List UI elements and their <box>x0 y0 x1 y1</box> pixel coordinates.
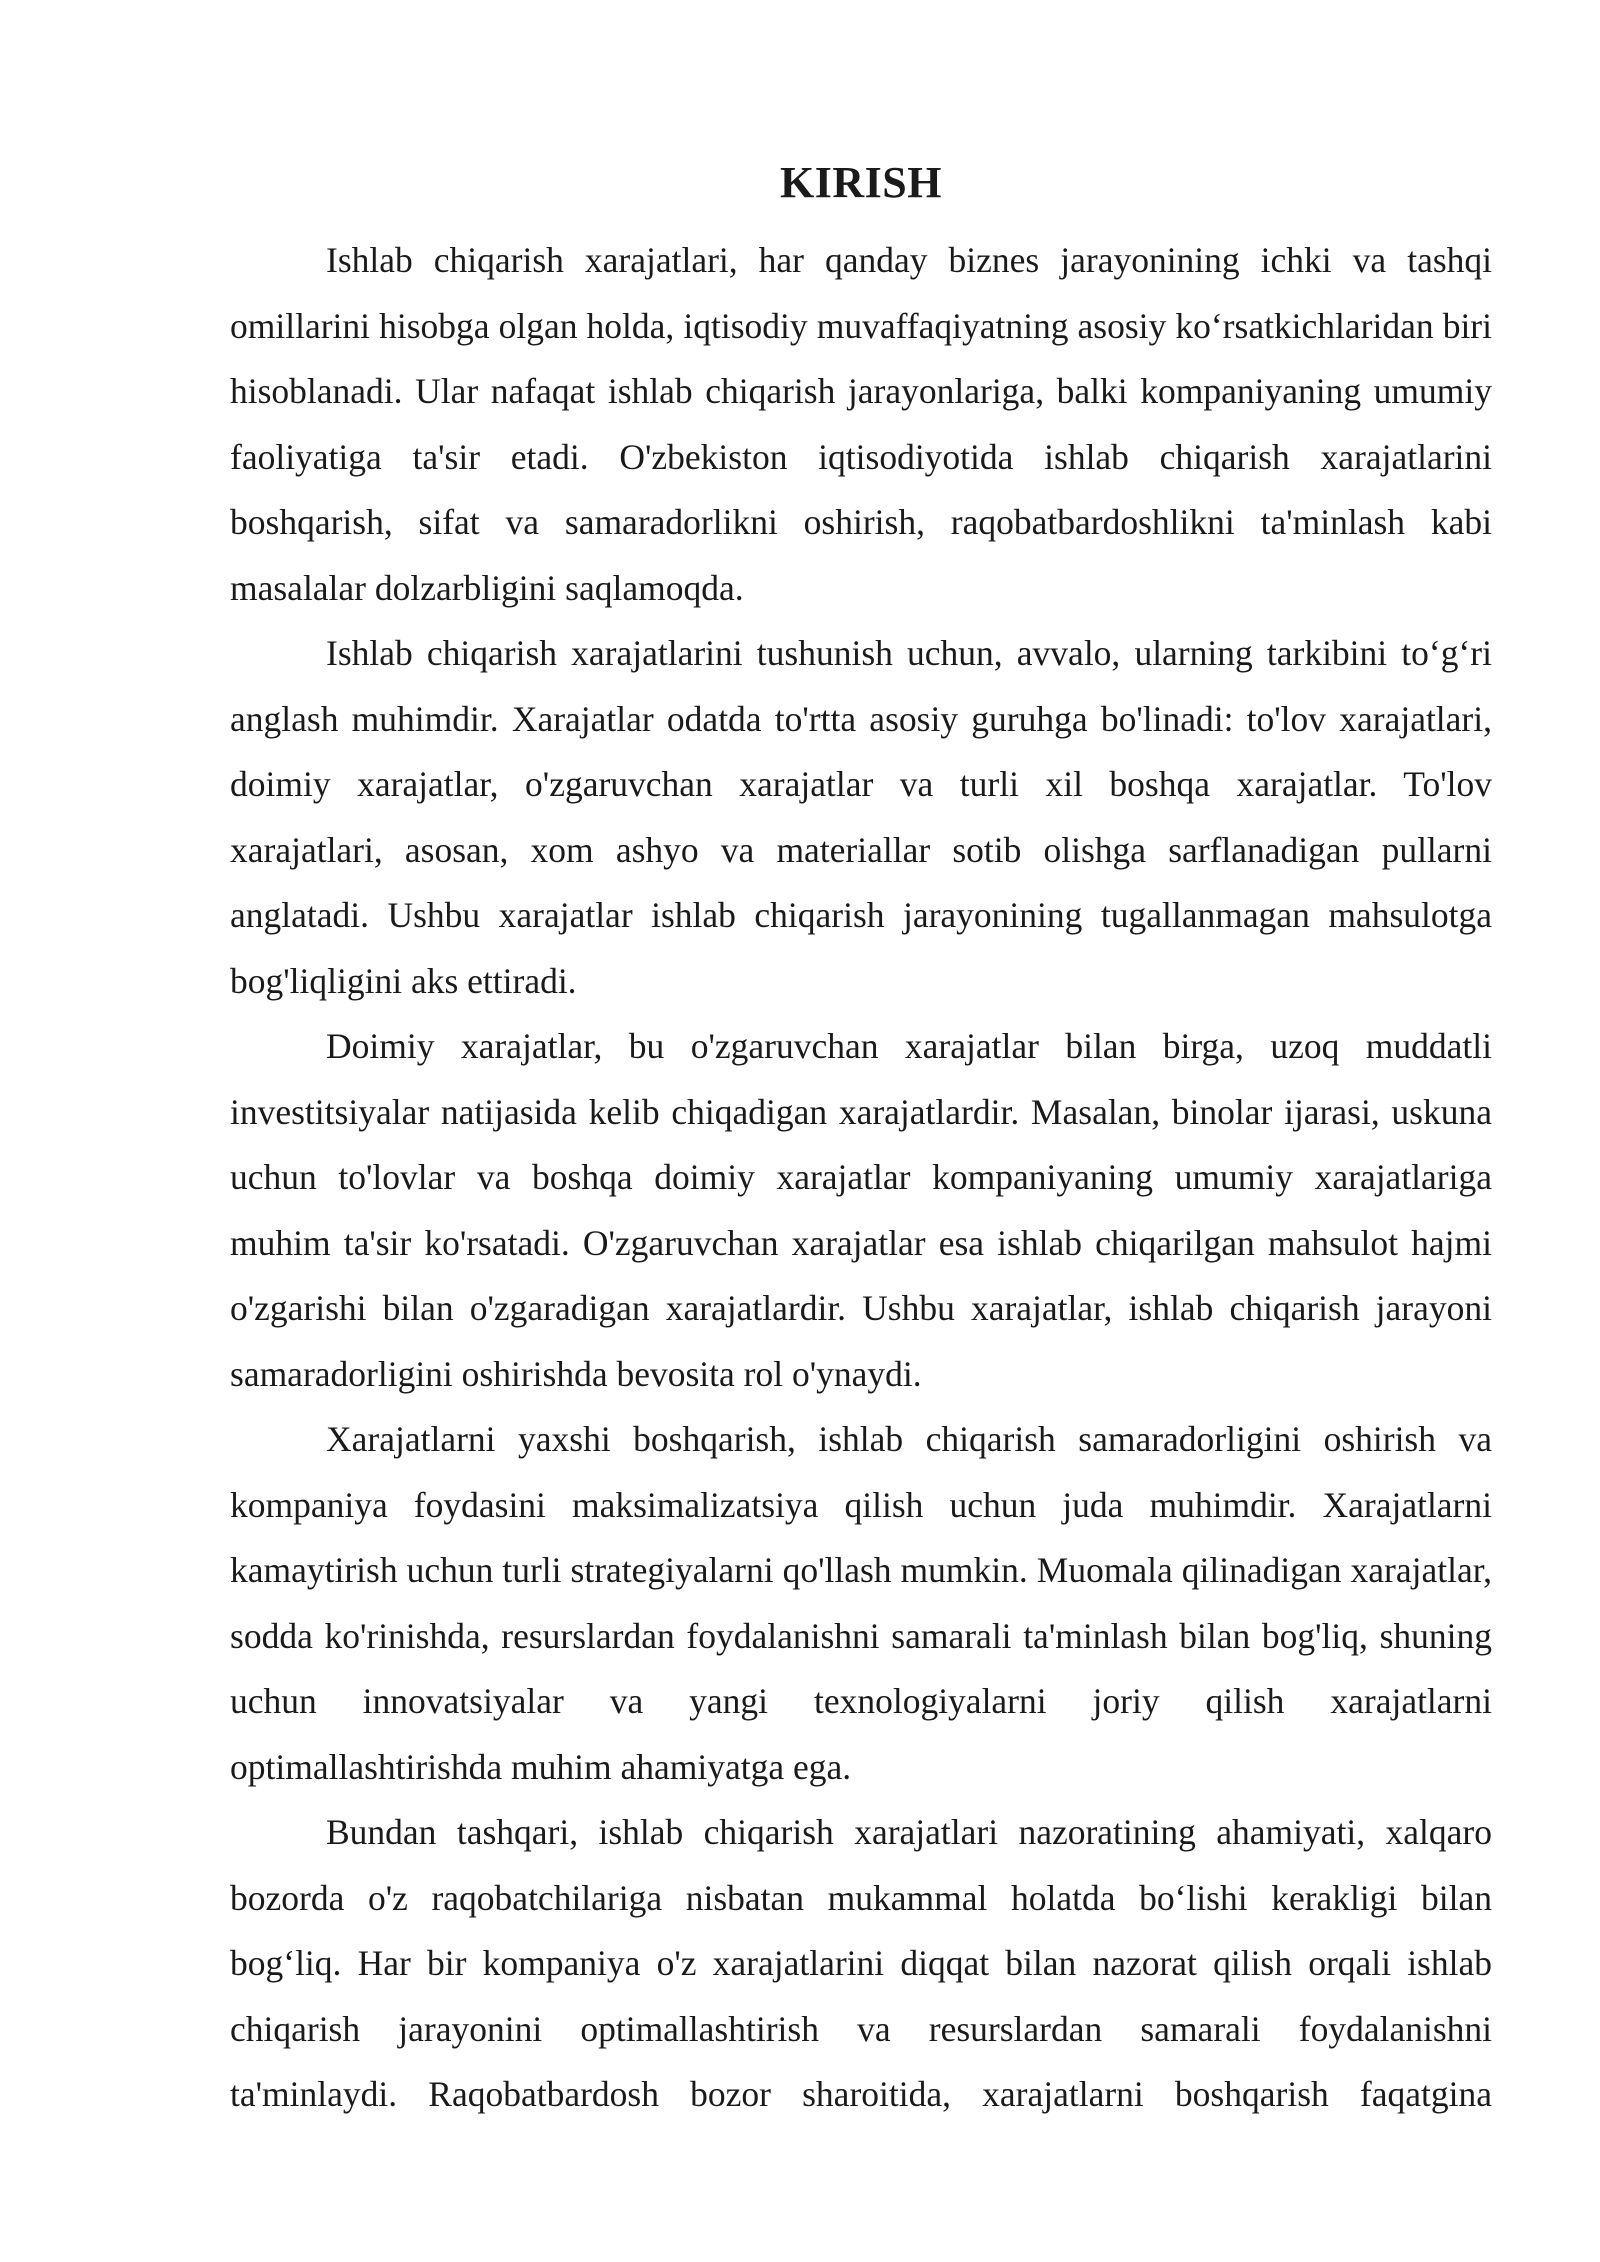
document-body <box>230 150 1492 2128</box>
page-title: KIRISH <box>780 158 942 207</box>
paragraph-3: Doimiy xarajatlar, bu o'zgaruvchan xarajatlar bilan birga, uzoq muddatli investitsiyalar natijasida kelib chiqadigan xarajatlardir. Masalan, binolar ijarasi, uskuna uchun to'lovlar va boshqa doimiy xarajatlar kompaniyaning umumiy xarajatlariga muhim ta'sir ko'rsatadi. O'zgaruvchan xarajatlar esa ishlab chiqarilgan mahsulot hajmi o'zgarishi bilan o'zgaradigan xarajatlardir. Ushbu xarajatlar, ishlab chiqarish jarayoni samaradorligini oshirishda bevosita rol o'ynaydi. <box>230 1026 1492 1394</box>
paragraph-5: Bundan tashqari, ishlab chiqarish xarajatlari nazoratining ahamiyati, xalqaro bozorda o'z raqobatchilariga nisbatan mukammal holatda bo‘lishi kerakligi bilan bog‘liq. Har bir kompaniya o'z xarajatlarini diqqat bilan nazorat qilish orqali ishlab chiqarish jarayonini optimallashtirish va resurslardan samarali foydalanishni ta'minlaydi. Raqobatbardosh bozor sharoitida, xarajatlarni boshqarish faqatgina <box>230 1812 1492 2114</box>
paragraph-1: Ishlab chiqarish xarajatlari, har qanday biznes jarayonining ichki va tashqi omillarini hisobga olgan holda, iqtisodiy muvaffaqiyatning asosiy ko‘rsatkichlaridan biri hisoblanadi. Ular nafaqat ishlab chiqarish jarayonlariga, balki kompaniyaning umumiy faoliyatiga ta'sir etadi. O'zbekiston iqtisodiyotida ishlab chiqarish xarajatlarini boshqarish, sifat va samaradorlikni oshirish, raqobatbardoshlikni ta'minlash kabi masalalar dolzarbligini saqlamoqda. <box>230 240 1492 608</box>
paragraph-2: Ishlab chiqarish xarajatlarini tushunish uchun, avvalo, ularning tarkibini to‘g‘ri anglash muhimdir. Xarajatlar odatda to'rtta asosiy guruhga bo'linadi: to'lov xarajatlari, doimiy xarajatlar, o'zgaruvchan xarajatlar va turli xil boshqa xarajatlar. To'lov xarajatlari, asosan, xom ashyo va materiallar sotib olishga sarflanadigan pullarni anglatadi. Ushbu xarajatlar ishlab chiqarish jarayonining tugallanmagan mahsulotga bog'liqligini aks ettiradi. <box>230 633 1492 1001</box>
paragraph-4: Xarajatlarni yaxshi boshqarish, ishlab chiqarish samaradorligini oshirish va kompaniya foydasini maksimalizatsiya qilish uchun juda muhimdir. Xarajatlarni kamaytirish uchun turli strategiyalarni qo'llash mumkin. Muomala qilinadigan xarajatlar, sodda ko'rinishda, resurslardan foydalanishni samarali ta'minlash bilan bog'liq, shuning uchun innovatsiyalar va yangi texnologiyalarni joriy qilish xarajatlarni optimallashtirishda muhim ahamiyatga ega. <box>230 1419 1492 1787</box>
